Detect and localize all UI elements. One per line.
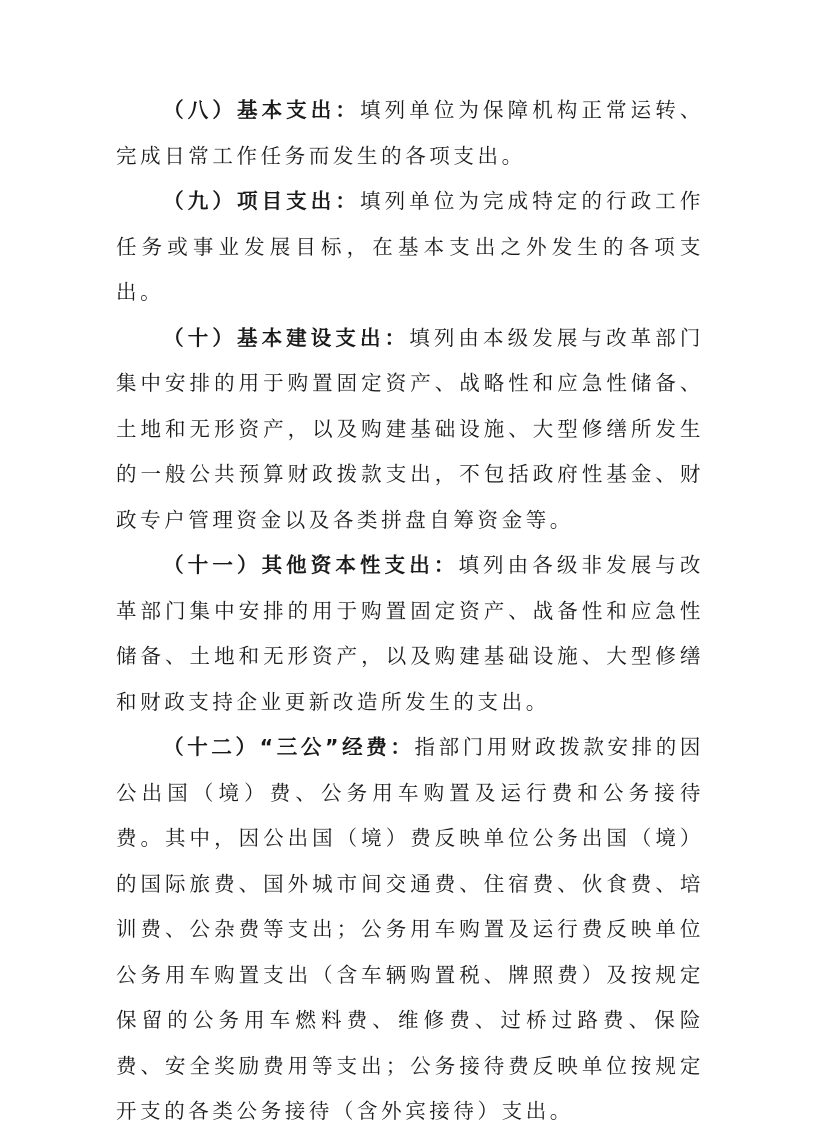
paragraph-basic-expenditure (116, 88, 704, 179)
paragraph-body: 填列由本级发展与改革部门集中安排的用于购置固定资产、战略性和应急性储备、土地和无形资产，以及购建基础设施、大型修缮所发生的一般公共预算财政拨款支出，不包括政府性基金、财政专户管理资金以及各类拼盘自筹资金等。 (116, 325, 704, 532)
paragraph-project-expenditure (116, 179, 704, 316)
paragraph-body: 填列单位为保障机构正常运转、完成日常工作任务而发生的各项支出。 (116, 98, 704, 168)
paragraph-heading: （十一）其他资本性支出： (163, 553, 459, 577)
paragraph-capital-construction (116, 316, 704, 544)
paragraph-heading: （十）基本建设支出： (163, 325, 410, 350)
document-page (116, 88, 704, 1135)
paragraph-heading: （八）基本支出： (163, 98, 360, 122)
paragraph-body: 填列单位为完成特定的行政工作任务或事业发展目标，在基本支出之外发生的各项支出。 (116, 189, 704, 304)
paragraph-three-public-funds (116, 725, 704, 1135)
paragraph-heading: （九）项目支出： (163, 189, 360, 213)
paragraph-body: 指部门用财政拨款安排的因公出国（境）费、公务用车购置及运行费和公务接待费。其中，因公出国（境）费反映单位公务出国（境）的国际旅费、国外城市间交通费、住宿费、伙食费、培训费、公杂费等支出；公务用车购置及运行费反映单位公务用车购置支出（含车辆购置税、牌照费）及按规定保留的公务用车燃料费、维修费、过桥过路费、保险费、安全奖励费用等支出；公务接待费反映单位按规定开支的各类公务接待（含外宾接待）支出。 (116, 735, 705, 1123)
paragraph-body: 填列由各级非发展与改革部门集中安排的用于购置固定资产、战备性和应急性储备、土地和无形资产，以及购建基础设施、大型修缮和财政支持企业更新改造所发生的支出。 (116, 553, 705, 714)
paragraph-other-capital (116, 543, 704, 725)
paragraph-heading: （十二）“三公”经费： (163, 735, 415, 759)
